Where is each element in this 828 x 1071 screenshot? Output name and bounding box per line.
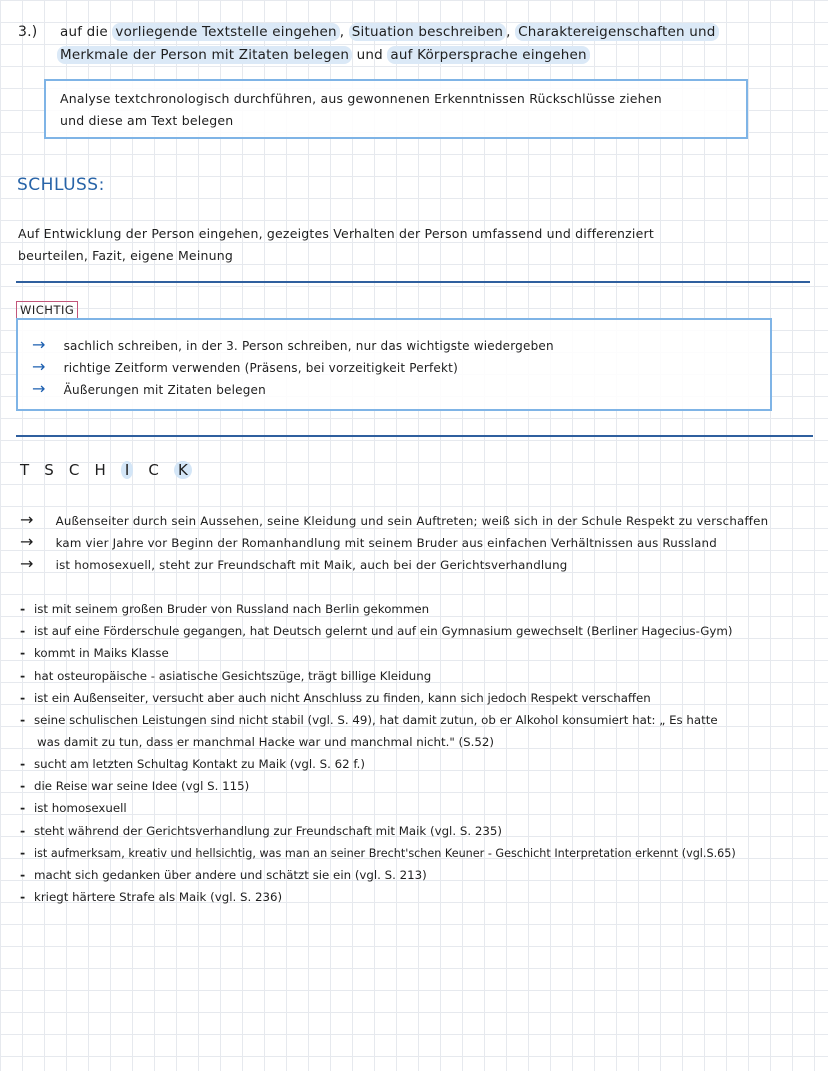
dash-bullet: - <box>20 889 26 904</box>
dash-bullet: - <box>20 778 26 793</box>
arrow-icon: → <box>32 357 46 376</box>
tschick-title <box>20 460 202 479</box>
list-item-text: sucht am letzten Schultag Kontakt zu Maik (vgl. S. 62 f.) <box>34 757 366 771</box>
list-item-text: kriegt härtere Strafe als Maik (vgl. S. 236) <box>34 890 283 904</box>
title-letter: T <box>20 461 30 479</box>
list-item <box>20 642 169 664</box>
list-item <box>20 598 429 620</box>
schluss-line2: beurteilen, Fazit, eigene Meinung <box>18 248 233 263</box>
tschick-arrow-item <box>20 531 717 554</box>
list-item <box>20 709 718 731</box>
highlight-charakter: Charaktereigenschaften und <box>515 23 718 41</box>
tschick-arrow-text: Außenseiter durch sein Aussehen, seine Kleidung und sein Auftreten; weiß sich in der Schule Respekt zu verschaffen <box>55 514 769 528</box>
dash-bullet: - <box>20 690 26 705</box>
highlight-koerpersprache: auf Körpersprache eingehen <box>387 46 589 64</box>
analysis-line2: und diese am Text belegen <box>60 113 234 128</box>
list-item-text: die Reise war seine Idee (vgl S. 115) <box>34 779 250 793</box>
tschick-arrow-item <box>20 509 768 532</box>
dash-bullet: - <box>20 823 26 838</box>
section3-line1 <box>60 21 719 43</box>
tschick-arrow-text: kam vier Jahre vor Beginn der Romanhandlung mit seinem Bruder aus einfachen Verhältnissen aus Russland <box>55 536 717 550</box>
text: , <box>339 24 345 40</box>
list-item <box>20 820 502 842</box>
title-letter: C <box>148 461 159 479</box>
list-item <box>20 842 736 865</box>
highlight-textstelle: vorliegende Textstelle eingehen <box>112 23 339 41</box>
list-item <box>20 886 282 908</box>
wichtig-item <box>32 356 458 379</box>
list-item-continuation <box>37 731 494 753</box>
divider <box>16 281 810 283</box>
arrow-icon: → <box>20 554 34 573</box>
text: auf die <box>60 24 108 40</box>
list-item-text: seine schulischen Leistungen sind nicht stabil (vgl. S. 49), hat damit zutun, ob er Alkohol konsumiert hat: „ Es hatte <box>34 713 718 727</box>
arrow-icon: → <box>32 335 46 354</box>
title-letter: C <box>68 461 80 479</box>
dash-bullet: - <box>20 712 26 727</box>
analysis-line1: Analyse textchronologisch durchführen, aus gewonnenen Erkenntnissen Rückschlüsse ziehen <box>60 91 662 106</box>
dash-bullet: - <box>20 845 26 860</box>
list-item <box>20 797 127 819</box>
list-item <box>20 665 431 687</box>
schluss-title: SCHLUSS: <box>17 175 105 195</box>
list-item-text: kommt in Maiks Klasse <box>34 646 169 660</box>
section3-line2 <box>57 44 590 66</box>
list-item-text: ist aufmerksam, kreativ und hellsichtig, was man an seiner Brecht'schen Keuner - Geschicht Interpretation erkennt (vgl.S.65) <box>34 847 736 860</box>
list-item-text: ist auf eine Förderschule gegangen, hat Deutsch gelernt und auf ein Gymnasium gewechselt (Berliner Hagecius-Gym) <box>34 624 733 638</box>
list-item-text: was damit zu tun, dass er manchmal Hacke war und manchmal nicht." (S.52) <box>37 735 494 749</box>
dash-bullet: - <box>20 756 26 771</box>
list-item <box>20 687 651 709</box>
wichtig-item <box>32 334 554 357</box>
highlight-merkmale: Merkmale der Person mit Zitaten belegen <box>57 46 352 64</box>
list-item-text: hat osteuropäische - asiatische Gesichtszüge, trägt billige Kleidung <box>34 669 432 683</box>
dash-bullet: - <box>20 867 26 882</box>
list-item <box>20 753 365 775</box>
wichtig-box <box>16 318 772 411</box>
dash-bullet: - <box>20 601 26 616</box>
section-number: 3.) <box>18 24 38 40</box>
title-letter: S <box>44 461 54 479</box>
wichtig-item-text: Äußerungen mit Zitaten belegen <box>63 383 266 397</box>
title-letter: K <box>174 461 192 479</box>
divider <box>16 435 813 437</box>
wichtig-item-text: sachlich schreiben, in der 3. Person schreiben, nur das wichtigste wiedergeben <box>63 339 554 353</box>
dash-bullet: - <box>20 623 26 638</box>
wichtig-item <box>32 378 266 401</box>
list-item <box>20 864 427 886</box>
wichtig-item-text: richtige Zeitform verwenden (Präsens, bei vorzeitigkeit Perfekt) <box>63 361 458 375</box>
highlight-situation: Situation beschreiben <box>349 23 506 41</box>
tschick-arrow-item <box>20 553 567 576</box>
title-letter: I <box>121 461 133 479</box>
arrow-icon: → <box>32 379 46 398</box>
text: , <box>506 24 511 40</box>
dash-bullet: - <box>20 645 26 660</box>
title-letter: H <box>94 461 106 479</box>
schluss-line1: Auf Entwicklung der Person eingehen, gezeigtes Verhalten der Person umfassend und differenziert <box>18 226 654 241</box>
list-item-text: ist homosexuell <box>34 801 127 815</box>
list-item-text: ist ein Außenseiter, versucht aber auch nicht Anschluss zu finden, kann sich jedoch Respekt verschaffen <box>34 691 651 705</box>
list-item-text: steht während der Gerichtsverhandlung zur Freundschaft mit Maik (vgl. S. 235) <box>34 824 502 838</box>
list-item-text: ist mit seinem großen Bruder von Russland nach Berlin gekommen <box>34 602 430 616</box>
list-item <box>20 620 732 642</box>
analysis-box <box>44 79 748 139</box>
tschick-arrow-text: ist homosexuell, steht zur Freundschaft mit Maik, auch bei der Gerichtsverhandlung <box>55 558 568 572</box>
arrow-icon: → <box>20 510 34 529</box>
arrow-icon: → <box>20 532 34 551</box>
dash-bullet: - <box>20 800 26 815</box>
wichtig-label: WICHTIG <box>16 301 78 319</box>
text: und <box>356 47 383 63</box>
dash-bullet: - <box>20 668 26 683</box>
list-item-text: macht sich gedanken über andere und schätzt sie ein (vgl. S. 213) <box>34 868 427 882</box>
list-item <box>20 775 249 797</box>
